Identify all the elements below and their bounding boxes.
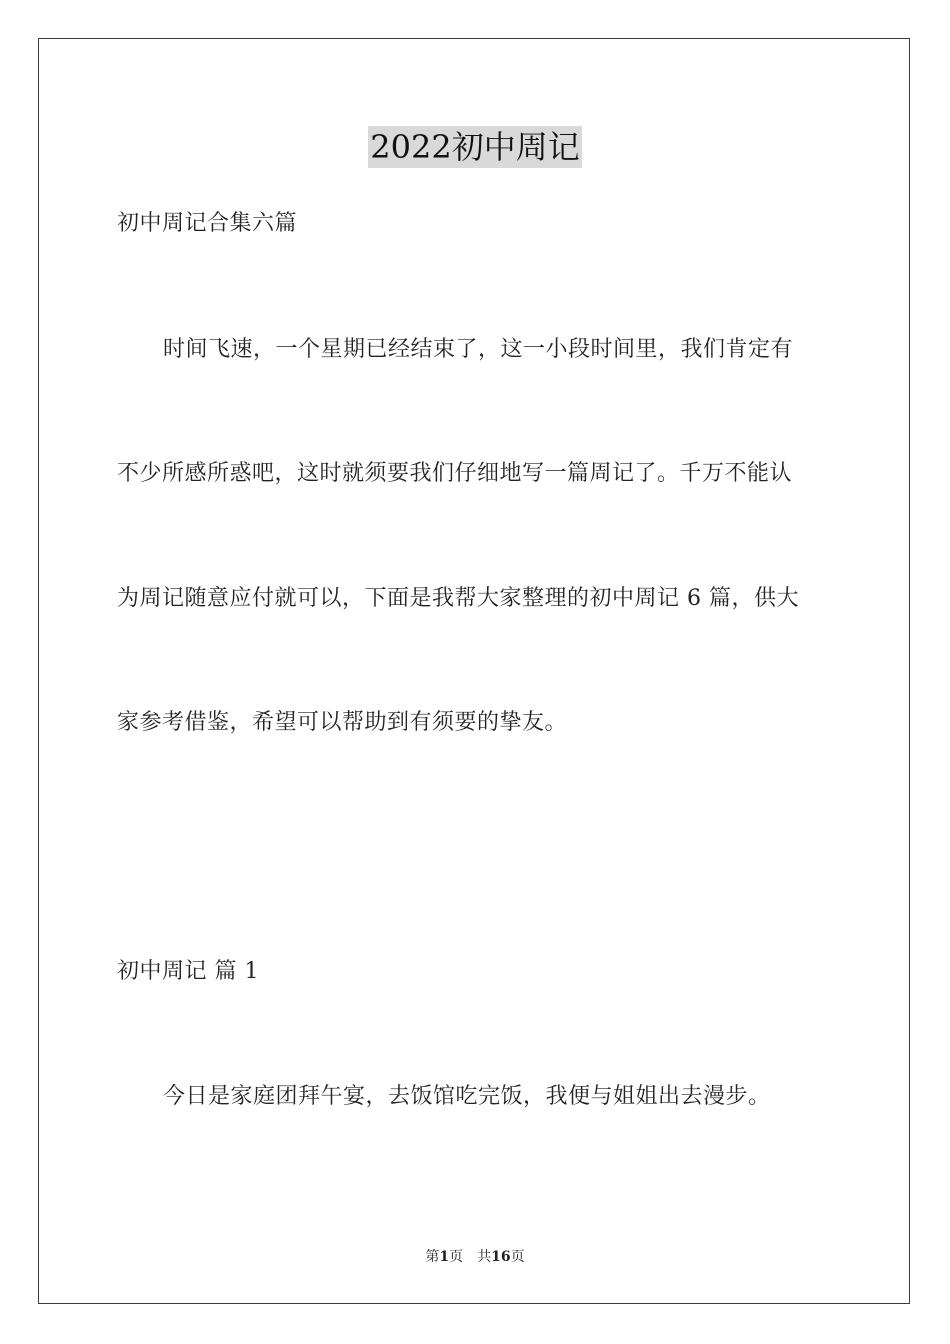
footer-mid: 页 共 [449, 1249, 492, 1265]
section-first-line: 今日是家庭团拜午宴，去饭馆吃完饭，我便与姐姐出去漫步。 [163, 1084, 771, 1109]
intro-line-3: 为周记随意应付就可以，下面是我帮大家整理的初中周记 6 篇，供大 [117, 586, 799, 611]
document-title-text: 2022初中周记 [370, 128, 580, 166]
footer-page-total: 16 [491, 1249, 511, 1265]
page-footer [0, 1248, 950, 1266]
intro-line-1: 时间飞速，一个星期已经结束了，这一小段时间里，我们肯定有 [163, 337, 794, 362]
document-subtitle: 初中周记合集六篇 [117, 211, 298, 236]
section-heading: 初中周记 篇 1 [117, 959, 259, 984]
footer-suffix: 页 [510, 1249, 525, 1265]
footer-page-current: 1 [439, 1249, 450, 1265]
intro-line-2: 不少所感所惑吧，这时就须要我们仔细地写一篇周记了。千万不能认 [117, 461, 793, 486]
footer-prefix: 第 [425, 1249, 440, 1265]
document-title [0, 126, 950, 168]
intro-line-4: 家参考借鉴，希望可以帮助到有须要的挚友。 [117, 710, 568, 735]
